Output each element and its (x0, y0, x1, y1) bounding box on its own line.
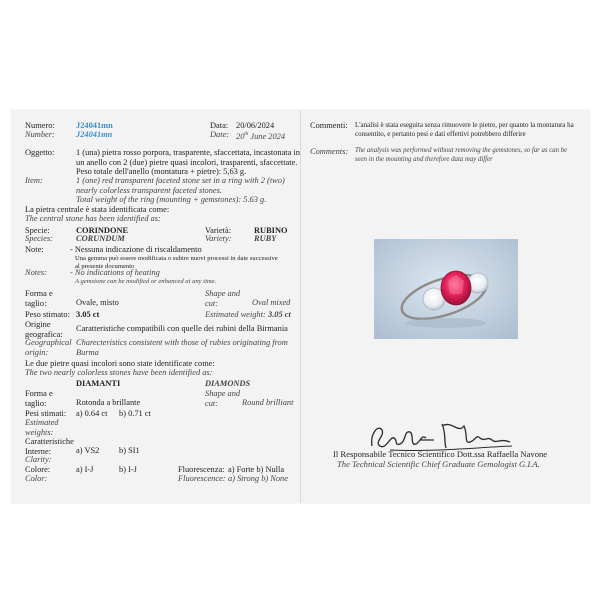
shape2-value: Round brilliant (242, 398, 294, 407)
date-label: Date: (210, 130, 230, 139)
data-label: Data: (210, 121, 229, 130)
peso-label: Peso stimato: (25, 310, 70, 319)
shape2-label: Shape and cut: (205, 389, 241, 408)
date-value: 20th June 2024 (236, 131, 286, 141)
comments-label: Comments: (310, 147, 349, 156)
color-label: Color: (25, 474, 48, 483)
varieta-label: Varietà: (205, 226, 232, 235)
specie-label: Specie: (25, 226, 50, 235)
pesi-a: a) 0.64 ct (76, 409, 108, 418)
number-value: J24041mn (76, 130, 113, 139)
shape-label: Shape and cut: (205, 289, 241, 308)
forma-value: Ovale, misto (76, 298, 119, 307)
origine-label: Origine geografica: (25, 320, 63, 339)
note-label: Note: (25, 245, 44, 254)
pesi-label: Pesi stimati: (25, 409, 67, 418)
shape-value: Oval mixed (252, 298, 291, 307)
number-label: Number: (25, 130, 55, 139)
specie-value: CORINDONE (76, 226, 129, 235)
colore-b: b) I-J (119, 465, 137, 474)
variety-label: Variety: (205, 234, 232, 243)
side-stones-it: Le due pietre quasi incolori sono state identificate come: (25, 359, 215, 368)
weight-label: Estimated weight: (205, 310, 266, 319)
origine-value: Caratteristiche compatibili con quelle dei rubini della Birmania (76, 324, 288, 333)
oggetto-label: Oggetto: (25, 148, 55, 157)
item-text: 1 (one) red transparent faceted stone set in a ring with 2 (two) nearly colorless transparent faceted stones. Total weight of the ring (mounting + gemstones): 5.63 g. (76, 176, 285, 204)
species-label: Species: (25, 234, 53, 243)
fluo-label: Fluorescenza: (178, 465, 225, 474)
item-label: Item: (25, 176, 43, 185)
colore-a: a) I-J (76, 465, 94, 474)
numero-value: J24041mn (76, 121, 113, 130)
fluo-en-value: a) Strong b) None (228, 474, 288, 483)
signer-en: The Technical Scientific Chief Graduate Gemologist G.I.A. (337, 459, 540, 469)
forma2-value: Rotonda a brillante (76, 398, 141, 407)
colore-label: Colore: (25, 465, 51, 474)
signer-it: Il Responsabile Tecnico Scientifico Dott.ssa Raffaella Navone (333, 449, 548, 459)
notes-text: - No indications of heating A gemstone can be modified or enhanced at any time. (70, 268, 217, 285)
side-stones-en: The two nearly colorless stones have been identified as: (25, 368, 213, 377)
variety-value: RUBY (254, 234, 277, 243)
diamonds: DIAMONDS (205, 379, 251, 388)
geo-value: Charecteristics consistent with those of rubies originating from Burma (76, 338, 288, 357)
clarity-a: a) VS2 (76, 446, 100, 455)
ring-image (374, 239, 518, 339)
forma-label: Forma e taglio: (25, 289, 53, 308)
pesi-b: b) 0.71 ct (119, 409, 151, 418)
varieta-value: RUBINO (254, 226, 288, 235)
diamanti: DIAMANTI (76, 379, 121, 388)
central-stone-it: La pietra centrale è stata identificata come: (25, 205, 170, 214)
central-stone-en: The central stone has been identified as: (25, 214, 161, 223)
oggetto-text: 1 (una) pietra rosso porpora, trasparente, sfaccettata, incastonata in un anello con 2 (due) pietre quasi incolori, trasparenti, sfaccettate. Peso totale dell'anello (montatura + pietre): 5,63 g. (76, 148, 300, 176)
peso-value: 3.05 ct (76, 310, 100, 319)
weight-value: 3.05 ct (268, 310, 291, 319)
fluo-value: a) Forte b) Nulla (228, 465, 285, 474)
data-value: 20/06/2024 (236, 121, 275, 130)
forma2-label: Forma e taglio: (25, 389, 53, 408)
numero-label: Numero: (25, 121, 55, 130)
clarity-b: b) SI1 (119, 446, 140, 455)
caratteristiche-label: Caratteristiche Interne: (25, 437, 74, 456)
center-fold (300, 110, 301, 503)
commenti-text: L'analisi è stata eseguita senza rimuovere le pietre, per quanto la montatura ha consentito, e pertanto pesi e dati effettivi potrebbero differire (355, 121, 574, 138)
geo-label: Geographical origin: (25, 338, 72, 357)
est-weights-label: Estimated weights: (25, 418, 59, 437)
clarity-label: Clarity: (25, 455, 52, 464)
fluo-en-label: Fluorescence: (178, 474, 226, 483)
ring-photo (374, 239, 518, 339)
species-value: CORUNDUM (76, 234, 125, 243)
notes-label: Notes: (25, 268, 47, 277)
comments-text: The analysis was performed without removing the gemstones, so far as can be seen in the mounting and therefore data may differ (355, 147, 568, 163)
commenti-label: Commenti: (310, 121, 348, 130)
note-text: - Nessuna indicazione di riscaldamento Una gemma può essere modificata o subire nuovi processi in date successive al presente documento (70, 245, 278, 270)
